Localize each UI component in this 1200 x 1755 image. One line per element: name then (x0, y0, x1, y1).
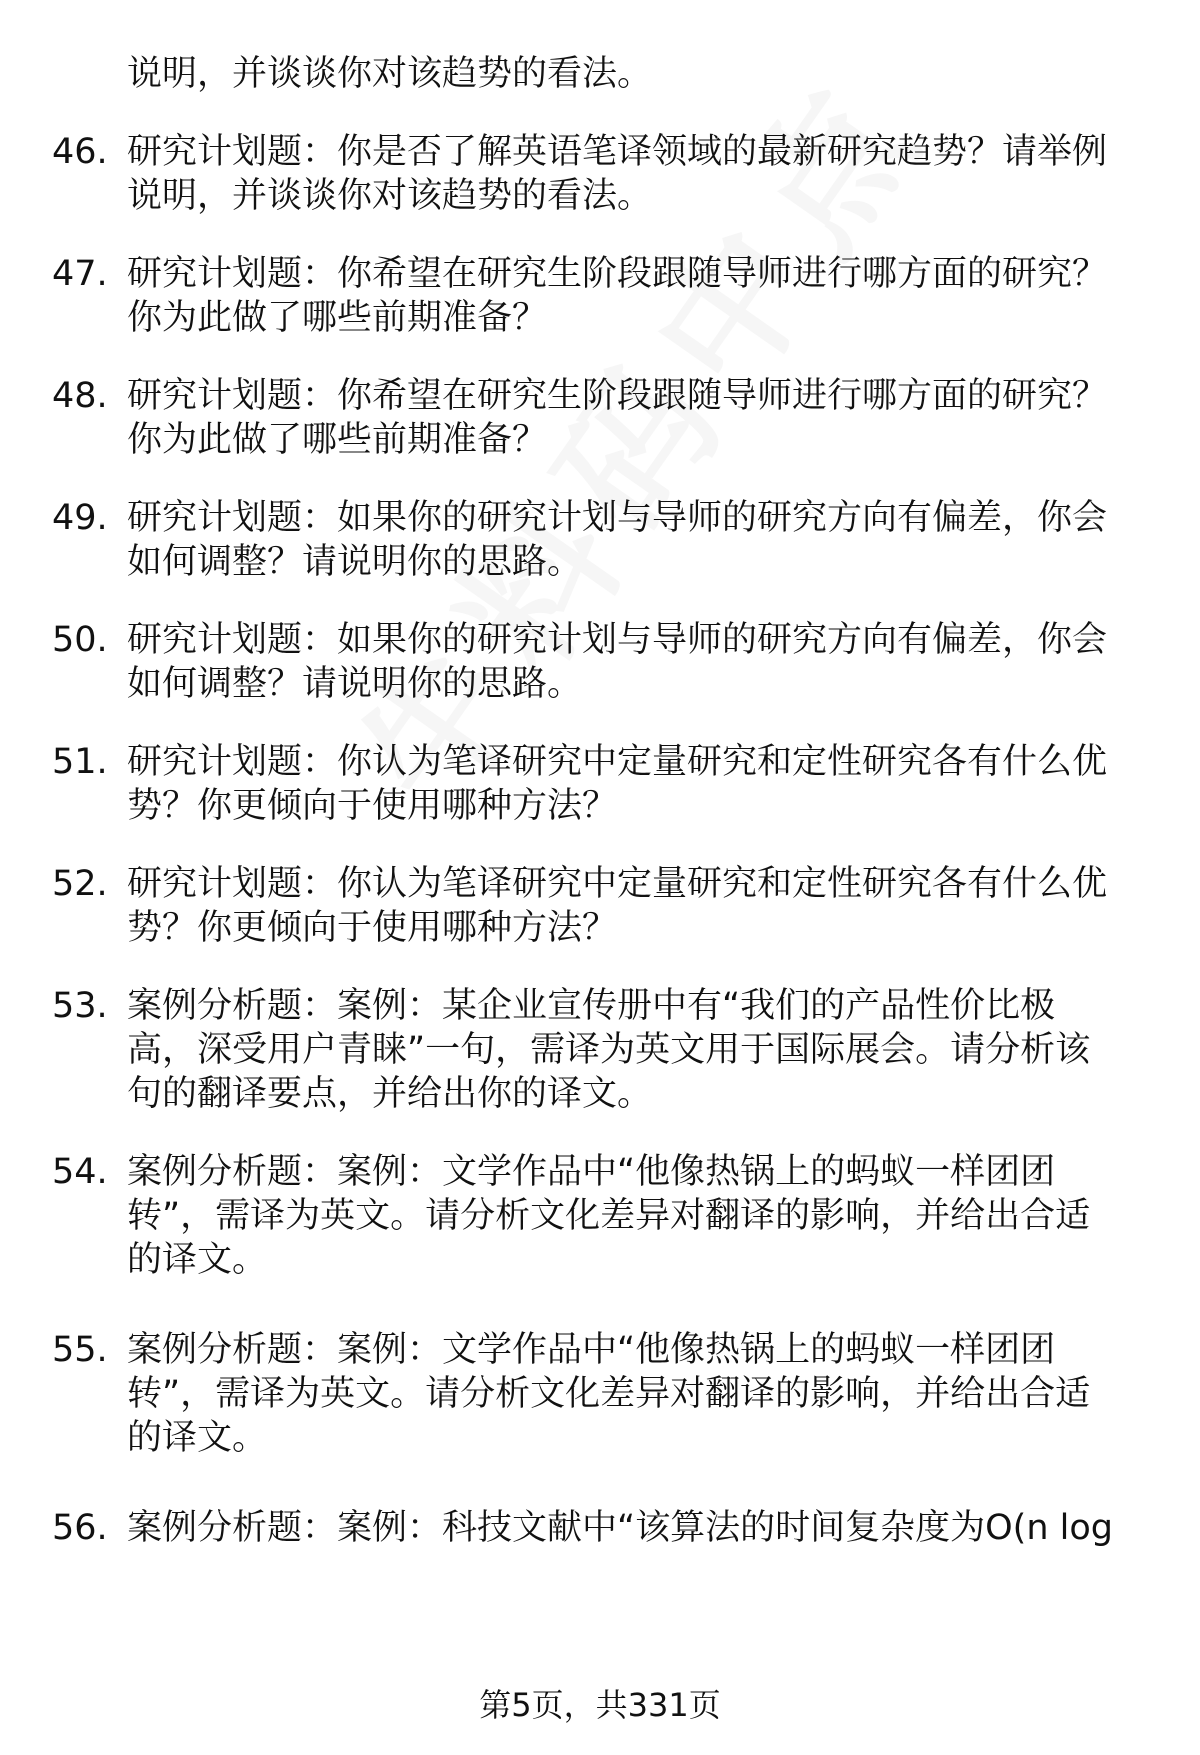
question-text-line: 案例分析题：案例：文学作品中“他像热锅上的蚂蚁一样团团 (127, 1152, 1056, 1192)
question-text-line: 案例分析题：案例：科技文献中“该算法的时间复杂度为O(n log (127, 1508, 1114, 1548)
question-text-line: 研究计划题：你认为笔译研究中定量研究和定性研究各有什么优 (127, 742, 1108, 782)
question-text-line: 高，深受用户青睐”一句，需译为英文用于国际展会。请分析该 (127, 1030, 1091, 1070)
question-text-line: 的译文。 (127, 1418, 268, 1458)
question-number: 51. (52, 742, 108, 782)
question-text-line: 研究计划题：你希望在研究生阶段跟随导师进行哪方面的研究？ (127, 376, 1108, 416)
continuation-text: 说明，并谈谈你对该趋势的看法。 (127, 54, 653, 94)
question-text-line: 研究计划题：你希望在研究生阶段跟随导师进行哪方面的研究？ (127, 254, 1108, 294)
question-text-line: 研究计划题：如果你的研究计划与导师的研究方向有偏差，你会 (127, 620, 1108, 660)
question-number: 55. (52, 1330, 108, 1370)
question-number: 48. (52, 376, 108, 416)
question-number: 53. (52, 986, 108, 1026)
question-text-line: 势？你更倾向于使用哪种方法？ (127, 908, 618, 948)
question-text-line: 研究计划题：你是否了解英语笔译领域的最新研究趋势？请举例 (127, 132, 1108, 172)
question-number: 49. (52, 498, 108, 538)
question-text-line: 你为此做了哪些前期准备？ (127, 298, 548, 338)
question-text-line: 案例分析题：案例：某企业宣传册中有“我们的产品性价比极 (127, 986, 1056, 1026)
question-text-line: 研究计划题：如果你的研究计划与导师的研究方向有偏差，你会 (127, 498, 1108, 538)
question-number: 52. (52, 864, 108, 904)
question-text-line: 势？你更倾向于使用哪种方法？ (127, 786, 618, 826)
question-number: 47. (52, 254, 108, 294)
question-number: 50. (52, 620, 108, 660)
question-text-line: 转”，需译为英文。请分析文化差异对翻译的影响，并给出合适 (127, 1196, 1091, 1236)
question-text-line: 如何调整？请说明你的思路。 (127, 664, 583, 704)
question-text-line: 转”，需译为英文。请分析文化差异对翻译的影响，并给出合适 (127, 1374, 1091, 1414)
question-text-line: 案例分析题：案例：文学作品中“他像热锅上的蚂蚁一样团团 (127, 1330, 1056, 1370)
question-number: 56. (52, 1508, 108, 1548)
question-text-line: 句的翻译要点，并给出你的译文。 (127, 1074, 653, 1114)
question-text-line: 你为此做了哪些前期准备？ (127, 420, 548, 460)
question-text-line: 说明，并谈谈你对该趋势的看法。 (127, 176, 653, 216)
question-text-line: 研究计划题：你认为笔译研究中定量研究和定性研究各有什么优 (127, 864, 1108, 904)
question-number: 46. (52, 132, 108, 172)
question-text-line: 的译文。 (127, 1240, 268, 1280)
question-text-line: 如何调整？请说明你的思路。 (127, 542, 583, 582)
page-footer: 第5页，共331页 (479, 1686, 721, 1724)
question-number: 54. (52, 1152, 108, 1192)
